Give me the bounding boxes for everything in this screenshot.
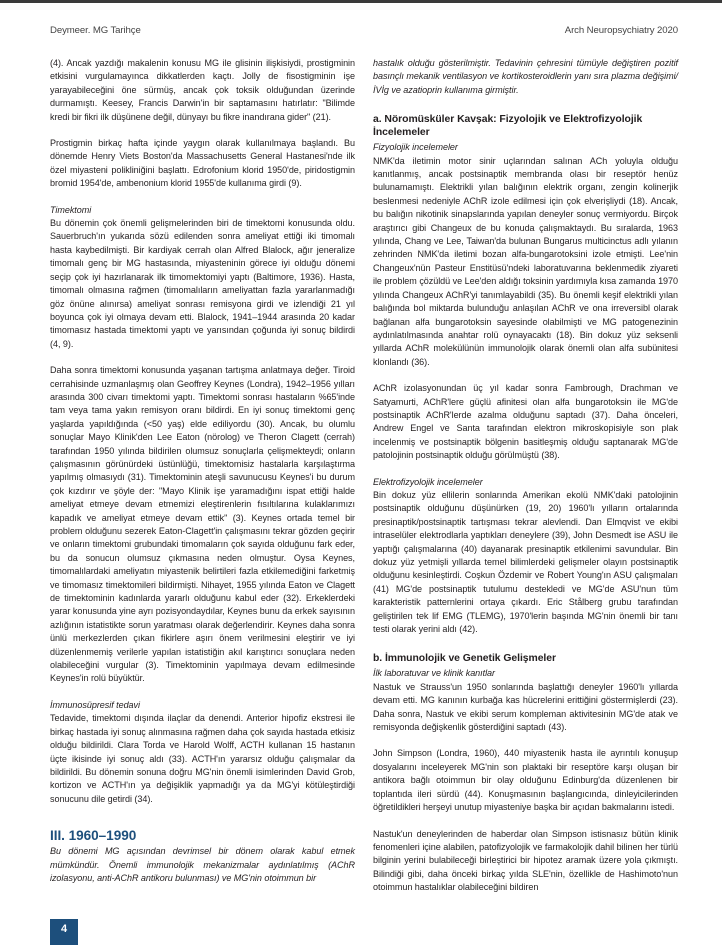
paragraph-intro: Bu dönemi MG açısından devrimsel bir dönem olarak kabul etmek mümkündür. Önemli immunolojik mekanizmalar aydınlatılmış (AChR izolasyonu, anti-AChR antikoru bulunması) ve MG'nin otoimmun bir: [50, 846, 355, 883]
paragraph: hastalık olduğu gösterilmiştir. Tedavinin çehresini tümüyle değiştiren pozitif basınçlı mekanik ventilasyon ve kortikosteroidlerin yanı sıra plazma değişimi/İVİg ve azatioprin kullanıma girmiştir.: [373, 58, 678, 95]
paragraph: John Simpson (Londra, 1960), 440 miyastenik hasta ile ayrıntılı konuşup dosyalarını inceleyerek MG'nin son plaktaki bir reseptöre karşı oluşan bir antikora bağlı otoimmun bir olay olduğunu Edinburg'da düzenlenen bir toplantıda ileri sürdü (44). Konuşmasının başlangıcında, dinleyicilerinden öğretildikleri herşeyi unutup miyasteniye başka bir açıdan bakmalarını istedi.: [373, 748, 678, 813]
section-heading-a: a. Nöromüsküler Kavşak: Fizyolojik ve Elektrofizyolojik İncelemeler: [373, 114, 643, 139]
left-column: [50, 57, 355, 885]
paragraph: Daha sonra timektomi konusunda yaşanan tartışma anlatmaya değer. Tiroid cerrahisinde uzmanlaşmış olan Geoffrey Keynes (Londra), 1942–1956 yılları arasında 300 civarı timektomi yaptı. Timektomi sonrası hastaların %65'inde tam veya tama yakın remisyon oranı bildirdi. En iyi sonuç timektomi genç yaşlarda yapıldığında (<50 yaş) elde ediliyordu (30). Ancak, bu olumlu sonuçlar Mayo Klinik'den Lee Eaton (nörolog) ve Theron Clagett (cerrah) tarafından 1950 yılında bildirilen olumsuz sonuçlarla çelişmekteydi; onların çalışmasının görünürdeki üstünlüğü, timektomisiz hastalarla karşılaştırma yapılmış olmasıydı (31). Timektominin ateşli savunucusu Keynes'i bu durum çok kızdırır ve şöyle der: "Mayo Klinik işe yaramadığını ispat ettiği halde ameliyat etmeye devam etmemizi eleştirenlerin fısıltılarına kulaklarımızı kapadık ve ameliyat etmeye devam ettik" (3). Keynes ortada temel bir problem olduğunu sezerek Eaton-Clagett'in çalışmasını tekrar gözden geçirir ve onların timektomi grubundaki timomaların çok sayıda olduğunu fark eder, bu da sonucun olumsuz çıkmasına neden olmuştur. Oysa Keynes, timomalılardaki ameliyatın miyastenik belirtileri fazla etkilemediğini farketmiş ve timomasız timektomileri bildirmişti. Nihayet, 1955 yılında Eaton ve Clagett de timektominin kadınlarda yararlı olduğunu kabul eder (32). Erkeklerdeki yarar konusunda yine ayrı pozisyondaydılar, Keynes bunu da erkek sayısının azlığının istatistikte sorun yaratması olarak değerlendirir. Keynes daha sonra ünlü merkezlerden çıkan fikirlere aşırı önem verilmesini eleştirir ve iyi düzenlenmemiş verilerle yapılan istatistiğin akıl karıştırıcı sonuçlara neden olabileceğini vurgular (3). Timektominin yapılmaya devam edilmesinde Keynes'in rolü büyüktür.: [50, 365, 355, 684]
section-heading-b: b. İmmunolojik ve Genetik Gelişmeler: [373, 653, 556, 665]
section-heading-1960-1990: III. 1960–1990: [50, 828, 137, 844]
paragraph: Nastuk ve Strauss'un 1950 sonlarında başlattığı deneyler 1960'lı yıllarda devam etti. MG kanının kurbağa kas hücrelerini erittiğini göstermişlerdi (23). Daha sonra, Nastuk ve ekibi serum kompleman aktivitesinin MG'de atak ve remisyonda değişkenlik gösterdiğini saptadı (43).: [373, 681, 678, 733]
subsection-heading-elektrofizyolojik: Elektrofizyolojik incelemeler: [373, 476, 483, 487]
subsection-heading-fizyolojik: Fizyolojik incelemeler: [373, 142, 458, 153]
paragraph: Nastuk'un deneylerinden de haberdar olan Simpson istisnasız bütün klinik fenomenleri içine alabilen, patofizyolojik ve farmakolojik dahil bilinen her türlü bilginin yerini bulabileceği birleştirici bir hipotez aramak üzere yola çıkmıştı. Bilindiği gibi, daha önceki birkaç yılda SLE'nin, özellikle de Hashimoto'nun otoimmun hastalıklar olabileceğini bildiren: [373, 828, 678, 893]
top-border-bar: [0, 0, 722, 3]
paragraph: NMK'da iletimin motor sinir uçlarından salınan ACh yoluyla olduğu kanıtlanmış, ancak postsinaptik membranda olası bir reseptör henüz bulunamamıştı. Elektrikli yılan balığının elektrik organı, zengin kolinerjik beslenmesi nedeniyle AChR izole edilmesi için çok elverişliydi (18). Ancak, bu balığın nikotinik sinapslarında yapılan deneyler sonuç vermiyordu. Birçok araştırıcı gibi Changeux de bu konuda çalışmaktaydı. Bu sıralarda, 1963 yılında, Chang ve Lee, Taiwan'da bulunan Bungarus multicinctus adlı yılanın zehrinden NMK'da iletimi bozan alfa-bungarotoksini izole etmişti. Lee'nin Changeux'nün Pasteur Enstitüsü'ndeki laboratuvarına beklenmedik ziyareti ile problem çözüldü ve Lee'den aldığı toksinin yardımıyla kısa zamanda 1970 yılında Changeux AChR'yi tanımlayabildi (35). Bu önemli keşif elektrikli yılan balığında bol miktarda bulunduğu anlaşılan AChR ve ona irreversibl olarak bağlanan alfa bungarotoksin sayesinde olabilmişti ve MG patogenezinin aydınlatılmasında anahtar rolü oynayacaktı (18). Bin dokuz yüz seksenli yıllarda AChR molekülünün immunolojik olarak önemli olan alfa subünitesi klonlandı (36).: [373, 155, 678, 367]
paragraph: Bin dokuz yüz ellilerin sonlarında Amerikan ekolü NMK'daki patolojinin postsinaptik olduğunu düşünürken (19, 20) 1960'lı yılların ortalarında presinaptik/postsinaptik tartışması tekrar alevlendi. Dan Elmqvist ve ekibi intraselüler elektrodlarla yaptıkları deneylere (39), John Desmedt ise ASU ile yaptığı çalışmalarına (40) dayanarak presinaptik etkilenimi savundular. Bin dokuz yüz yetmişli yıllarda temel bilimlerdeki gelişmeler olayın postsinaptik olduğunu kesinleştirdi. Coşkun Özdemir ve Robert Young'ın ASU çalışmaları (41) MG'de postsinaptik tutulumu destekledi ve MG'de ASU'nun tüm karakteristik patternlerini ortaya çıkardı. Eric Stålberg grubu tarafından geliştirilen tek lif EMG (TLEMG), 1970'lerin başında MG'nin önemli bir tanı testi olarak yerini aldı (42).: [373, 489, 678, 635]
running-head-right: Arch Neuropsychiatry 2020: [564, 25, 678, 36]
paragraph: Tedavide, timektomi dışında ilaçlar da denendi. Anterior hipofiz ekstresi ile birkaç hastada iyi sonuç alınmasına rağmen daha çok sayıda hastada etkisiz olduğu bildirildi. Clara Torda ve Harold Wolff, ACTH kullanan 15 hastanın üçte ikisinde iyi sonuç aldı (33). ACTH'ın yararsız olduğu çalışmalar da bildirildi. Bu dönemin sonuna doğru MG'nin önemli isimlerinden David Grob, kortizon ve ACTH'ın ya değişiklik yapmadığı ya da MG'yi kötüleştirdiği sonucunu dile getirdi (34).: [50, 713, 355, 804]
subsection-heading-ilk-kanitlar: İlk laboratuvar ve klinik kanıtlar: [373, 668, 495, 679]
paragraph: Bu dönemin çok önemli gelişmelerinden biri de timektomi konusunda oldu. Sauerbruch'ın yukarıda sözü edilenden sonra ameliyat ettiği iki timomalı hasta kaybedilmişti. Bir kardiyak cerrah olan Alfred Blalock, ağır jeneralize timomalı genç bir MG hastasında, miyasteninin görece iyi olduğu dönemi seçip çok iyi hazırlanarak ilk timomektomiyi yaptı (Baltimore, 1936). Hasta, timomalı olmasına rağmen (timomalıların ameliyattan fazla yararlanmadığı göz önüne alınırsa) ameliyat sonrası remisyona girdi ve izlendiği 21 yıl boyunca çok iyi olmaya devam etti. Blalock, 1941–1944 arasında 20 kadar timomasız hastada timektomi yaptı ve yarısından çoğunda iyi sonuç bildirdi (4, 9).: [50, 218, 355, 349]
paragraph: Prostigmin birkaç hafta içinde yaygın olarak kullanılmaya başlandı. Bu dönemde Henry Viets Boston'da Massachusetts General Hastanesi'nde ilk özel miyasteni polikliniğini başlattı. Edrofonium klorid 1950'de, piridostigmin bromid 1954'de, ambenonium klorid 1955'de kullanıma girdi (9).: [50, 138, 355, 189]
subsection-heading-immunosupresif: İmmunosüpresif tedavi: [50, 699, 140, 710]
subsection-heading-timektomi: Timektomi: [50, 204, 92, 215]
paragraph: (4). Ancak yazdığı makalenin konusu MG ile glisinin ilişkisiydi, prostigminin etkisini vurgulamayınca dikkatlerden kaçtı. Jolly de fisostigminin işe yarayabileceğini öne sürmüş, ancak çok toksik olduğundan üzerinde durmamıştı. Keesey, Francis Darwin'in bir saptamasını hatırlatır: "Bilimde kredi bir fikri ilk düşünene değil, dünyayı bu fikre inandırana gider" (21).: [50, 58, 355, 122]
running-head-left: Deymeer. MG Tarihçe: [50, 25, 141, 36]
paragraph: AChR izolasyonundan üç yıl kadar sonra Fambrough, Drachman ve Satyamurti, AChR'lere güçlü afinitesi olan alfa bungarotoksin ile MG'de postsinaptik AChR'lerde azalma olduğunu saptadı (37). Daha önceleri, Andrew Engel ve Santa tarafından elektron mikroskopisiyle son plak incelenmiş ve postsinaptik bölgenin basitleşmiş olduğu saptanarak MG'de patolojinin postsinaptik olduğu görülmüştü (38).: [373, 383, 678, 461]
right-column: [373, 57, 678, 895]
page-number: 4: [50, 919, 78, 945]
